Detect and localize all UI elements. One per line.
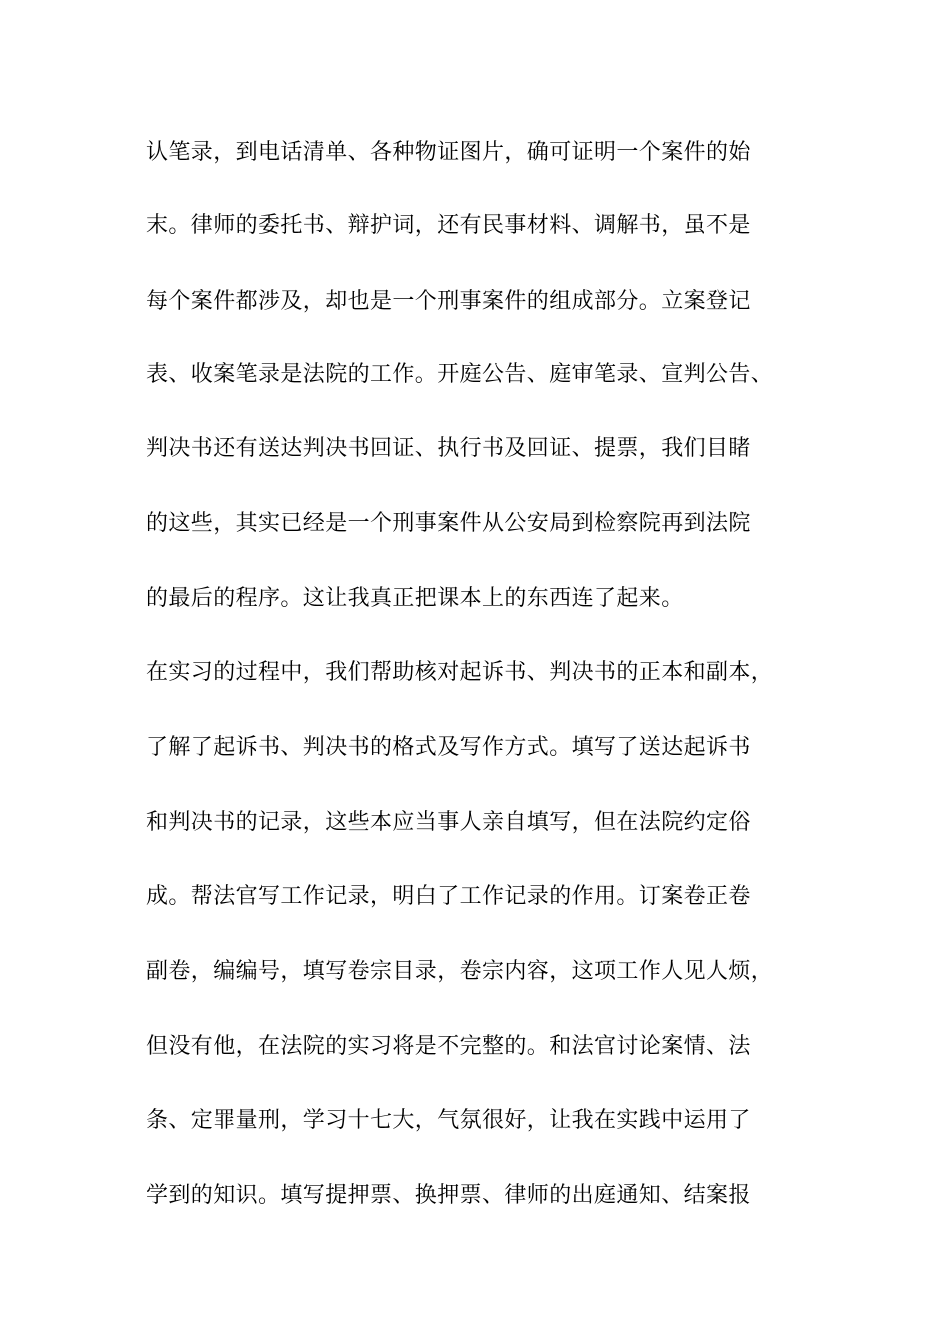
text-line-13: 但没有他，在法院的实习将是不完整的。和法官讨论案情、法 (146, 1034, 751, 1059)
text-line-4: 表、收案笔录是法院的工作。开庭公告、庭审笔录、宣判公告、 (146, 362, 774, 387)
text-line-12: 副卷，编编号，填写卷宗目录，卷宗内容，这项工作人见人烦， (146, 959, 774, 984)
text-line-9: 了解了起诉书、判决书的格式及写作方式。填写了送达起诉书 (146, 735, 751, 760)
text-line-5: 判决书还有送达判决书回证、执行书及回证、提票，我们目睹 (146, 436, 751, 461)
text-line-7: 的最后的程序。这让我真正把课本上的东西连了起来。 (146, 586, 684, 611)
text-line-3: 每个案件都涉及，却也是一个刑事案件的组成部分。立案登记 (146, 289, 751, 314)
text-line-10: 和判决书的记录，这些本应当事人亲自填写，但在法院约定俗 (146, 810, 751, 835)
text-line-6: 的这些，其实已经是一个刑事案件从公安局到检察院再到法院 (146, 511, 751, 536)
text-line-8: 在实习的过程中，我们帮助核对起诉书、判决书的正本和副本， (146, 660, 774, 685)
text-line-1: 认笔录，到电话清单、各种物证图片，确可证明一个案件的始 (146, 140, 751, 165)
text-line-14: 条、定罪量刑，学习十七大，气氛很好，让我在实践中运用了 (146, 1108, 751, 1133)
text-line-11: 成。帮法官写工作记录，明白了工作记录的作用。订案卷正卷 (146, 884, 751, 909)
text-line-15: 学到的知识。填写提押票、换押票、律师的出庭通知、结案报 (146, 1183, 751, 1208)
text-line-2: 末。律师的委托书、辩护词，还有民事材料、调解书，虽不是 (146, 213, 751, 238)
